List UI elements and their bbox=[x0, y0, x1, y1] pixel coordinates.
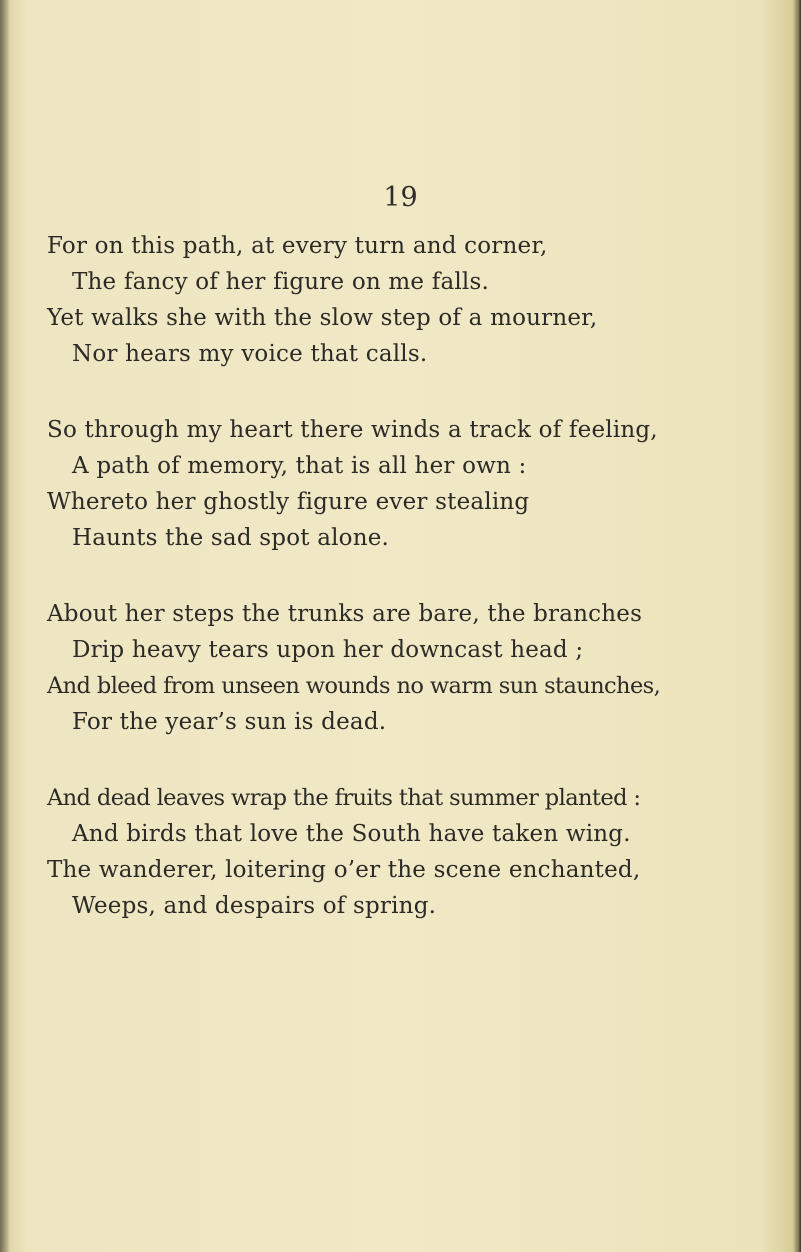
poem bbox=[47, 228, 787, 964]
poem-line: Drip heavy tears upon her downcast head ; bbox=[72, 637, 584, 663]
poem-line: For the year’s sun is dead. bbox=[72, 709, 387, 735]
poem-line: And birds that love the South have taken wing. bbox=[72, 821, 631, 847]
poem-line: Weeps, and despairs of spring. bbox=[72, 893, 437, 919]
poem-line: A path of memory, that is all her own : bbox=[72, 453, 527, 479]
poem-line: Nor hears my voice that calls. bbox=[72, 341, 428, 367]
page-number: 19 bbox=[383, 182, 418, 213]
poem-line: Haunts the sad spot alone. bbox=[72, 525, 390, 551]
poem-line: Whereto her ghostly figure ever stealing bbox=[47, 489, 530, 515]
poem-line: About her steps the trunks are bare, the branches bbox=[47, 601, 643, 627]
poem-line: And bleed from unseen wounds no warm sun staunches, bbox=[47, 673, 661, 699]
stanza-4 bbox=[47, 780, 787, 924]
stanza-1 bbox=[47, 228, 787, 372]
poem-line: So through my heart there winds a track of feeling, bbox=[47, 417, 658, 443]
poem-line: Yet walks she with the slow step of a mourner, bbox=[47, 305, 598, 331]
stanza-3 bbox=[47, 596, 787, 740]
poem-line: The fancy of her figure on me falls. bbox=[72, 269, 489, 295]
poem-line: And dead leaves wrap the fruits that summer planted : bbox=[47, 785, 641, 811]
poem-line: The wanderer, loitering o’er the scene enchanted, bbox=[47, 857, 641, 883]
poem-line: For on this path, at every turn and corner, bbox=[47, 233, 548, 259]
stanza-2 bbox=[47, 412, 787, 556]
